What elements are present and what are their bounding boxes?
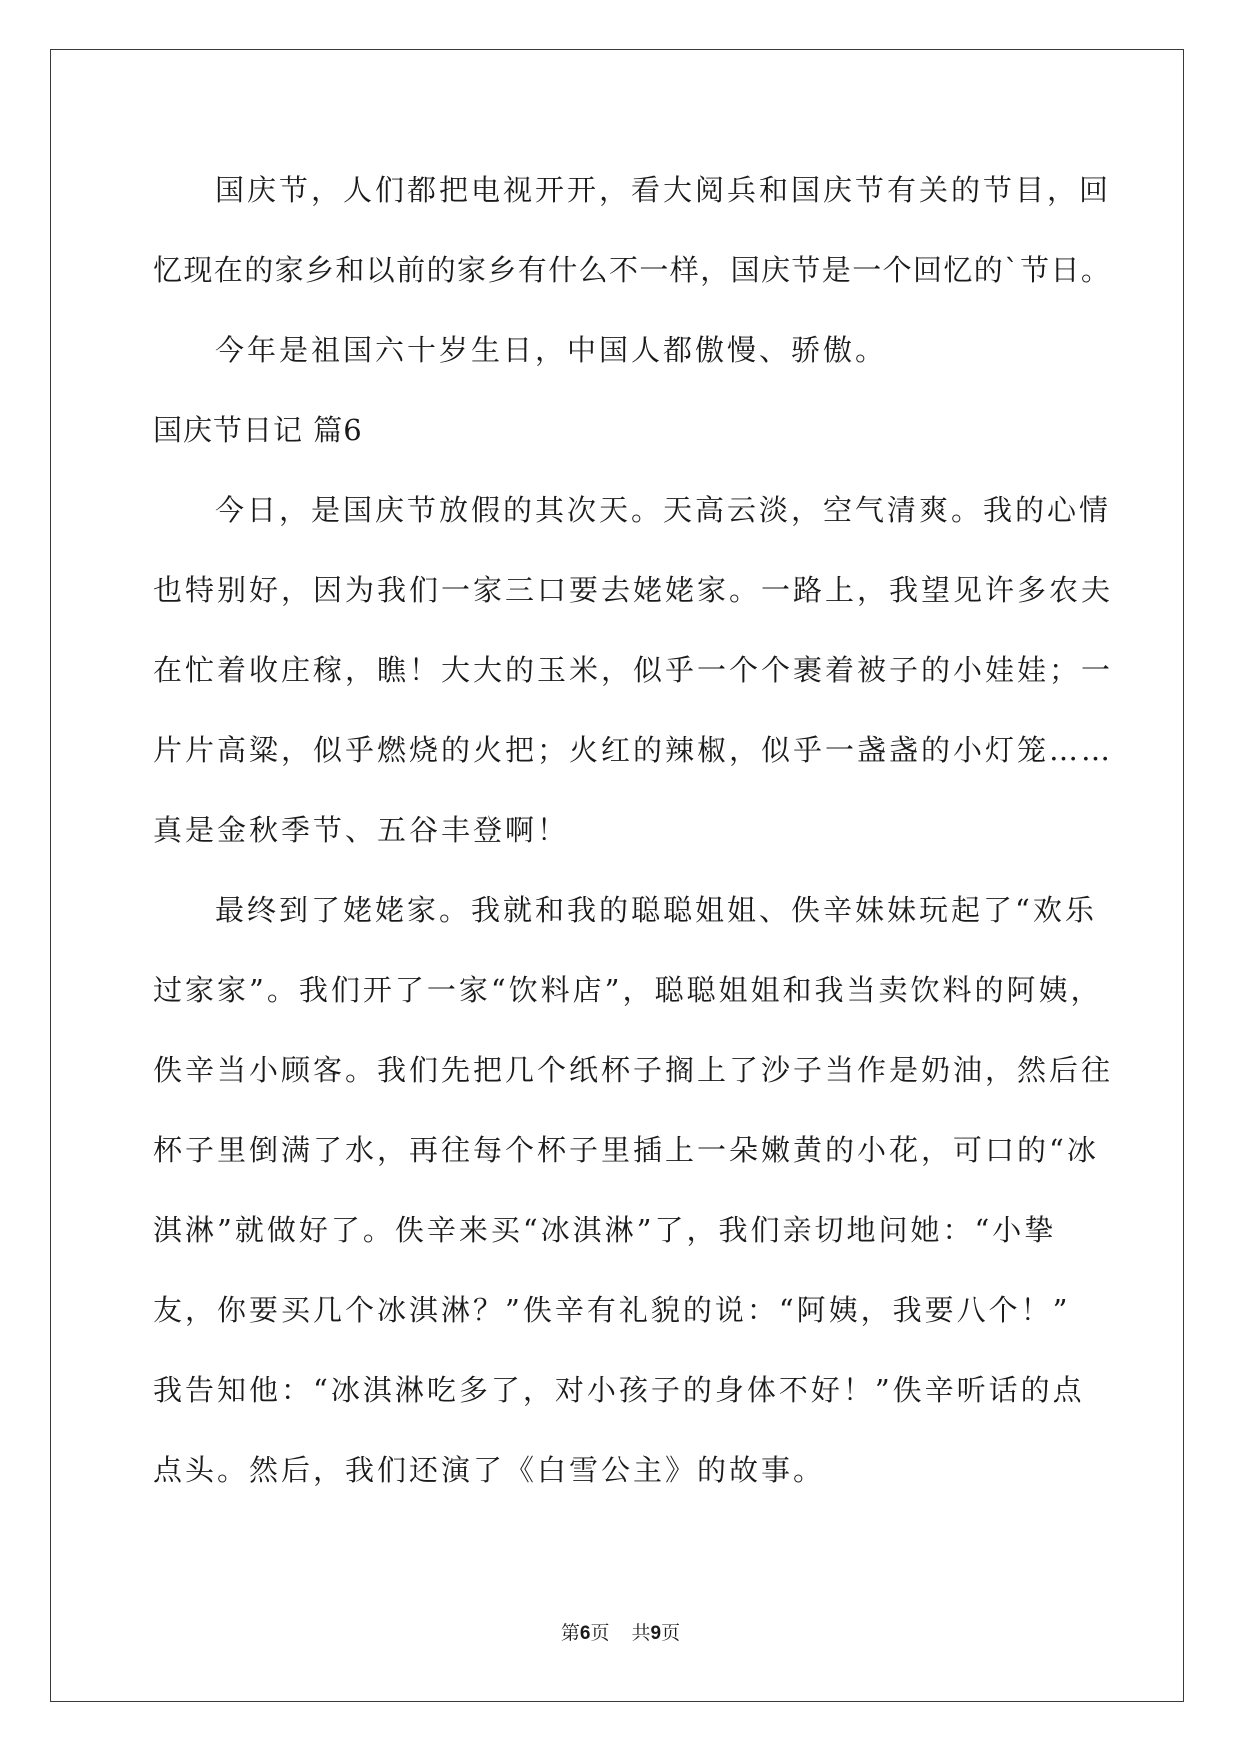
- page-number-total: 9: [650, 1623, 662, 1644]
- page-footer: [0, 1618, 1241, 1645]
- paragraph-line: 我告知他：“冰淇淋吃多了，对小孩子的身体不好！”佚辛听话的点: [153, 1373, 1085, 1407]
- paragraph-line: 国庆节，人们都把电视开开，看大阅兵和国庆节有关的节目，回: [215, 173, 1112, 207]
- page-number-mid: 页: [590, 1622, 610, 1644]
- paragraph-line: 最终到了姥姥家。我就和我的聪聪姐姐、佚辛妹妹玩起了“欢乐: [215, 893, 1097, 927]
- paragraph-line: 忆现在的家乡和以前的家乡有什么不一样，国庆节是一个回忆的`节日。: [153, 253, 1112, 287]
- paragraph-line: 杯子里倒满了水，再往每个杯子里插上一朵嫩黄的小花，可口的“冰: [153, 1133, 1099, 1167]
- paragraph-line: 片片高粱，似乎燃烧的火把；火红的辣椒，似乎一盏盏的小灯笼……: [153, 733, 1114, 767]
- paragraph-line: 佚辛当小顾客。我们先把几个纸杯子搁上了沙子当作是奶油，然后往: [153, 1053, 1114, 1087]
- page-number-current: 6: [579, 1623, 591, 1644]
- paragraph-line: 今日，是国庆节放假的其次天。天高云淡，空气清爽。我的心情: [215, 493, 1112, 527]
- paragraph-line: 在忙着收庄稼，瞧！大大的玉米，似乎一个个裹着被子的小娃娃；一: [153, 653, 1114, 687]
- section-heading: 国庆节日记 篇6: [153, 413, 363, 447]
- paragraph-line: 也特别好，因为我们一家三口要去姥姥家。一路上，我望见许多农夫: [153, 573, 1114, 607]
- paragraph-line: 真是金秋季节、五谷丰登啊！: [153, 813, 570, 847]
- paragraph-line: 淇淋”就做好了。佚辛来买“冰淇淋”了，我们亲切地问她：“小挚: [153, 1213, 1057, 1247]
- page-total-suffix: 页: [661, 1622, 681, 1644]
- paragraph-line: 点头。然后，我们还演了《白雪公主》的故事。: [153, 1453, 826, 1487]
- page-total-prefix: 共: [631, 1622, 651, 1644]
- paragraph-line: 今年是祖国六十岁生日，中国人都傲慢、骄傲。: [215, 333, 888, 367]
- page-number-prefix: 第: [560, 1622, 580, 1644]
- paragraph-line: 友，你要买几个冰淇淋？”佚辛有礼貌的说：“阿姨，我要八个！”: [153, 1293, 1071, 1327]
- paragraph-line: 过家家”。我们开了一家“饮料店”，聪聪姐姐和我当卖饮料的阿姨，: [153, 973, 1103, 1007]
